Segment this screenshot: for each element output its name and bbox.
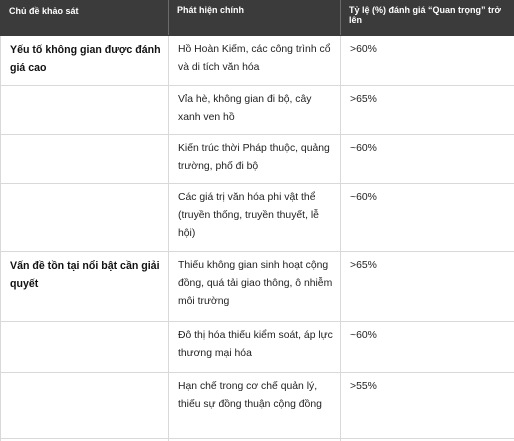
table-header-row [1,1,514,36]
table-row [1,36,514,86]
finding-cell: Kiến trúc thời Pháp thuộc, quảng trường, phố đi bộ [169,135,341,184]
table-row [1,135,514,184]
rate-cell: ~60% [341,184,514,252]
topic-cell [1,322,169,373]
table-row [1,184,514,252]
rate-cell: ~60% [341,322,514,373]
header-rate: Tỷ lệ (%) đánh giá “Quan trọng” trở lên [341,1,514,36]
rate-cell: >55% [341,373,514,439]
topic-cell [1,86,169,135]
finding-cell: Các giá trị văn hóa phi vật thể (truyền thống, truyền thuyết, lễ hội) [169,184,341,252]
finding-cell: Hồ Hoàn Kiếm, các công trình cổ và di tích văn hóa [169,36,341,86]
finding-cell: Đô thị hóa thiếu kiểm soát, áp lực thương mại hóa [169,322,341,373]
finding-cell: Thiếu không gian sinh hoạt cộng đồng, quá tải giao thông, ô nhiễm môi trường [169,252,341,322]
finding-cell: Hạn chế trong cơ chế quản lý, thiếu sự đồng thuận cộng đồng [169,373,341,439]
table-row [1,86,514,135]
rate-cell: >65% [341,252,514,322]
topic-cell: Vấn đề tồn tại nổi bật cần giải quyết [1,252,169,322]
table-row [1,252,514,322]
finding-cell: Vỉa hè, không gian đi bộ, cây xanh ven hồ [169,86,341,135]
rate-cell: >60% [341,36,514,86]
table-row [1,322,514,373]
rate-cell: >65% [341,86,514,135]
topic-cell: Yếu tố không gian được đánh giá cao [1,36,169,86]
header-finding: Phát hiện chính [169,1,341,36]
header-topic: Chủ đề khảo sát [1,1,169,36]
rate-cell: ~60% [341,135,514,184]
topic-cell [1,184,169,252]
topic-cell [1,135,169,184]
